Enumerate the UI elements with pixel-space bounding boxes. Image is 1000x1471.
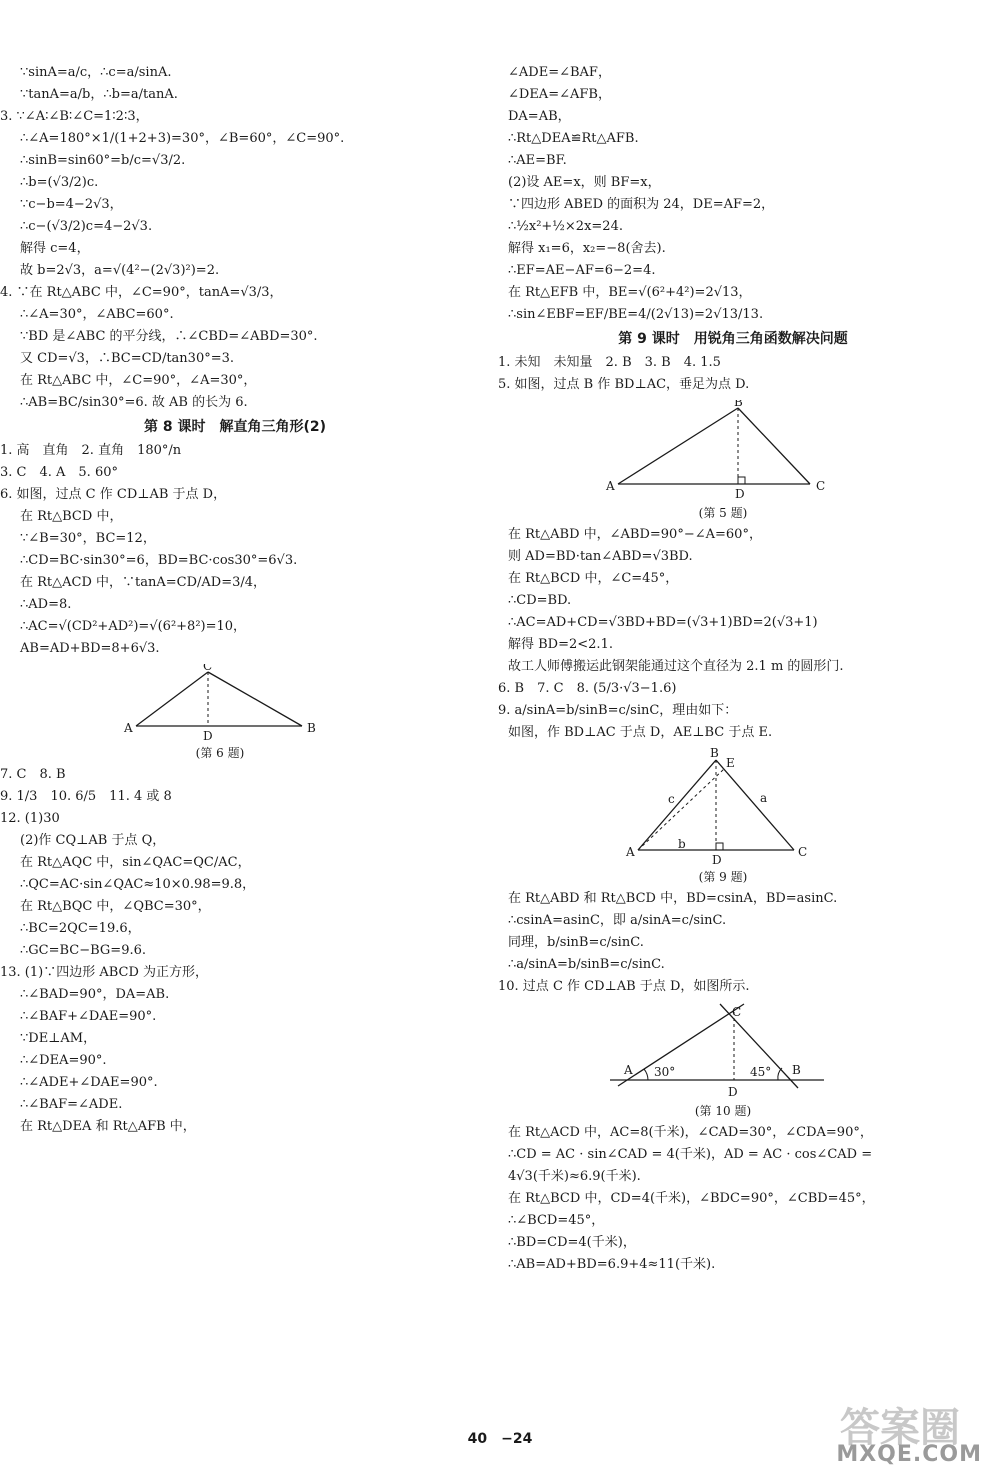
label-B: B xyxy=(792,1063,801,1077)
text-line: ∵c−b=4−2√3， xyxy=(20,197,123,212)
figure-10 xyxy=(498,1002,968,1120)
text-line: 9. 1/3 10. 6/5 11. 4 或 8 xyxy=(0,789,172,804)
text-line: 在 Rt△ACD 中，AC=8(千米)，∠CAD=30°，∠CDA=90°， xyxy=(508,1125,873,1140)
text-line: ∴∠BCD=45°， xyxy=(508,1213,605,1228)
text-line: 如图，作 BD⊥AC 于点 D，AE⊥BC 于点 E. xyxy=(508,725,773,740)
label-C: C xyxy=(203,664,213,673)
text-line: ∴AB=AD+BD=6.9+4≈11(千米). xyxy=(508,1257,716,1272)
text-line: 又 CD=√3，∴BC=CD/tan30°=3. xyxy=(20,351,235,366)
text-line: 在 Rt△BCD 中，∠C=45°， xyxy=(508,571,679,586)
text-line: ∵tanA=a/b，∴b=a/tanA. xyxy=(20,87,178,102)
text-line: AB=AD+BD=8+6√3. xyxy=(20,641,160,656)
text-line: 在 Rt△ABC 中，∠C=90°，∠A=30°， xyxy=(20,373,257,388)
text-line: 6. B 7. C 8. (5/3·√3−1.6) xyxy=(498,681,677,696)
text-line: ∵sinA=a/c，∴c=a/sinA. xyxy=(20,65,172,80)
angle-30: 30° xyxy=(654,1065,676,1079)
text-line: 在 Rt△EFB 中，BE=√(6²+4²)=2√13， xyxy=(508,285,752,300)
text-line: ∴Rt△DEA≌Rt△AFB. xyxy=(508,131,639,146)
text-line: ∴∠A=30°，∠ABC=60°. xyxy=(20,307,174,322)
label-B: B xyxy=(307,721,316,735)
text-line: 10. 过点 C 作 CD⊥AB 于点 D，如图所示. xyxy=(498,979,750,994)
text-line: ∴GC=BC−BG=9.6. xyxy=(20,943,147,958)
text-line: ∵∠B=30°，BC=12， xyxy=(20,531,156,546)
label-C: C xyxy=(732,1005,742,1019)
label-B: B xyxy=(734,400,743,409)
text-line: ∴BC=2QC=19.6， xyxy=(20,921,141,936)
label-D: D xyxy=(728,1085,738,1098)
figure-9-diagram xyxy=(498,748,968,864)
label-E: E xyxy=(726,756,735,770)
text-line: 1. 未知 未知量 2. B 3. B 4. 1.5 xyxy=(498,355,721,370)
text-line: 解得 c=4， xyxy=(20,241,90,256)
text-line: ∴AB=BC/sin30°=6. 故 AB 的长为 6. xyxy=(20,395,248,410)
text-line: (2)设 AE=x，则 BF=x， xyxy=(508,175,661,190)
text-line: 1. 高 直角 2. 直角 180°/n xyxy=(0,443,182,458)
figure-5-diagram xyxy=(498,400,968,500)
label-D: D xyxy=(712,853,722,864)
label-a: a xyxy=(760,791,768,805)
text-line: 在 Rt△BQC 中，∠QBC=30°， xyxy=(20,899,211,914)
text-line: ∴½x²+½×2x=24. xyxy=(508,219,623,234)
label-c: c xyxy=(668,792,675,806)
right-column xyxy=(498,62,968,1276)
text-line: 解得 x₁=6，x₂=−8(舍去). xyxy=(508,241,666,256)
text-line: ∴BD=CD=4(千米)， xyxy=(508,1235,636,1250)
figure-caption: (第 9 题) xyxy=(698,870,748,884)
angle-45: 45° xyxy=(750,1065,772,1079)
text-line: ∴AE=BF. xyxy=(508,153,567,168)
figure-9 xyxy=(498,748,968,886)
figure-caption: (第 6 题) xyxy=(195,746,245,760)
text-line: 在 Rt△AQC 中，sin∠QAC=QC/AC， xyxy=(20,855,251,870)
text-line: 4√3(千米)≈6.9(千米). xyxy=(508,1169,641,1184)
text-line: ∴AC=√(CD²+AD²)=√(6²+8²)=10， xyxy=(20,619,247,634)
text-line: 故 b=2√3，a=√(4²−(2√3)²)=2. xyxy=(20,263,220,278)
figure-6 xyxy=(0,664,470,762)
text-line: ∴∠BAF=∠ADE. xyxy=(20,1097,123,1112)
text-line: ∴AC=AD+CD=√3BD+BD=(√3+1)BD=2(√3+1) xyxy=(508,615,818,630)
text-line: 3. C 4. A 5. 60° xyxy=(0,465,118,480)
text-line: 则 AD=BD·tan∠ABD=√3BD. xyxy=(508,549,693,564)
watermark-logo: 答案圈 xyxy=(840,1405,960,1451)
text-line: 故工人师傅搬运此钢架能通过这个直径为 2.1 m 的圆形门. xyxy=(508,659,844,674)
figure-6-diagram xyxy=(0,664,470,740)
figure-caption: (第 10 题) xyxy=(694,1104,752,1118)
text-line: 9. a/sinA=b/sinB=c/sinC，理由如下： xyxy=(498,703,738,718)
text-line: ∴QC=AC·sin∠QAC≈10×0.98=9.8， xyxy=(20,877,256,892)
watermark-site: MXQE.COM xyxy=(836,1442,982,1467)
text-line: ∴∠BAD=90°，DA=AB. xyxy=(20,987,170,1002)
text-line: ∠ADE=∠BAF， xyxy=(508,65,611,80)
text-line: ∴CD = AC · sin∠CAD = 4(千米)，AD = AC · cos∠CAD = xyxy=(508,1147,873,1162)
label-B: B xyxy=(710,748,719,760)
text-line: 12. (1)30 xyxy=(0,811,60,826)
label-D: D xyxy=(203,729,213,740)
text-line: ∴sinB=sin60°=b/c=√3/2. xyxy=(20,153,186,168)
text-line: 7. C 8. B xyxy=(0,767,66,782)
text-line: 同理，b/sinB=c/sinC. xyxy=(508,935,644,950)
text-line: 在 Rt△BCD 中，CD=4(千米)，∠BDC=90°，∠CBD=45°， xyxy=(508,1191,875,1206)
text-line: 5. 如图，过点 B 作 BD⊥AC，垂足为点 D. xyxy=(498,377,750,392)
text-line: ∴sin∠EBF=EF/BE=4/(2√13)=2√13/13. xyxy=(508,307,764,322)
text-line: ∴c−(√3/2)c=4−2√3. xyxy=(20,219,153,234)
text-line: 在 Rt△ACD 中，∵tanA=CD/AD=3/4， xyxy=(20,575,267,590)
text-line: 6. 如图，过点 C 作 CD⊥AB 于点 D， xyxy=(0,487,227,502)
text-line: ∵四边形 ABED 的面积为 24，DE=AF=2， xyxy=(508,197,775,212)
text-line: ∴csinA=asinC，即 a/sinA=c/sinC. xyxy=(508,913,727,928)
text-line: ∵BD 是∠ABC 的平分线，∴∠CBD=∠ABD=30°. xyxy=(20,329,318,344)
text-line: 13. (1)∵四边形 ABCD 为正方形， xyxy=(0,965,209,980)
label-A: A xyxy=(606,479,615,493)
text-line: ∴EF=AE−AF=6−2=4. xyxy=(508,263,656,278)
page-number: 40 −24 xyxy=(467,1431,533,1447)
text-line: 在 Rt△DEA 和 Rt△AFB 中， xyxy=(20,1119,196,1134)
text-line: ∴∠DEA=90°. xyxy=(20,1053,107,1068)
text-line: 在 Rt△ABD 中，∠ABD=90°−∠A=60°， xyxy=(508,527,762,542)
text-line: ∠DEA=∠AFB， xyxy=(508,87,611,102)
section-title: 第 9 课时 用锐角三角函数解决问题 xyxy=(618,331,848,347)
text-line: ∴CD=BC·sin30°=6，BD=BC·cos30°=6√3. xyxy=(20,553,298,568)
label-A: A xyxy=(124,721,133,735)
text-line: ∴∠A=180°×1/(1+2+3)=30°，∠B=60°，∠C=90°. xyxy=(20,131,345,146)
label-C: C xyxy=(798,845,808,859)
text-line: 在 Rt△BCD 中， xyxy=(20,509,123,524)
text-line: (2)作 CQ⊥AB 于点 Q， xyxy=(20,833,166,848)
text-line: 4. ∵在 Rt△ABC 中，∠C=90°，tanA=√3/3， xyxy=(0,285,283,300)
section-title: 第 8 课时 解直角三角形(2) xyxy=(143,419,327,435)
figure-caption: (第 5 题) xyxy=(698,506,748,520)
figure-5 xyxy=(498,400,968,522)
label-A: A xyxy=(624,1063,633,1077)
label-D: D xyxy=(735,487,745,500)
text-line: 解得 BD=2<2.1. xyxy=(508,637,613,652)
text-line: ∴∠BAF+∠DAE=90°. xyxy=(20,1009,157,1024)
left-column xyxy=(0,62,470,1138)
text-line: 在 Rt△ABD 和 Rt△BCD 中，BD=csinA，BD=asinC. xyxy=(508,891,838,906)
label-C: C xyxy=(816,479,826,493)
text-line: ∴b=(√3/2)c. xyxy=(20,175,99,190)
text-line: ∴AD=8. xyxy=(20,597,72,612)
text-line: ∵DE⊥AM， xyxy=(20,1031,97,1046)
text-line: ∴a/sinA=b/sinB=c/sinC. xyxy=(508,957,665,972)
figure-10-diagram xyxy=(498,1002,968,1098)
text-line: ∴∠ADE+∠DAE=90°. xyxy=(20,1075,158,1090)
label-b: b xyxy=(678,837,686,851)
label-A: A xyxy=(626,845,635,859)
text-line: ∴CD=BD. xyxy=(508,593,572,608)
text-line: 3. ∵∠A∶∠B∶∠C=1∶2∶3， xyxy=(0,109,149,124)
text-line: DA=AB， xyxy=(508,109,571,124)
